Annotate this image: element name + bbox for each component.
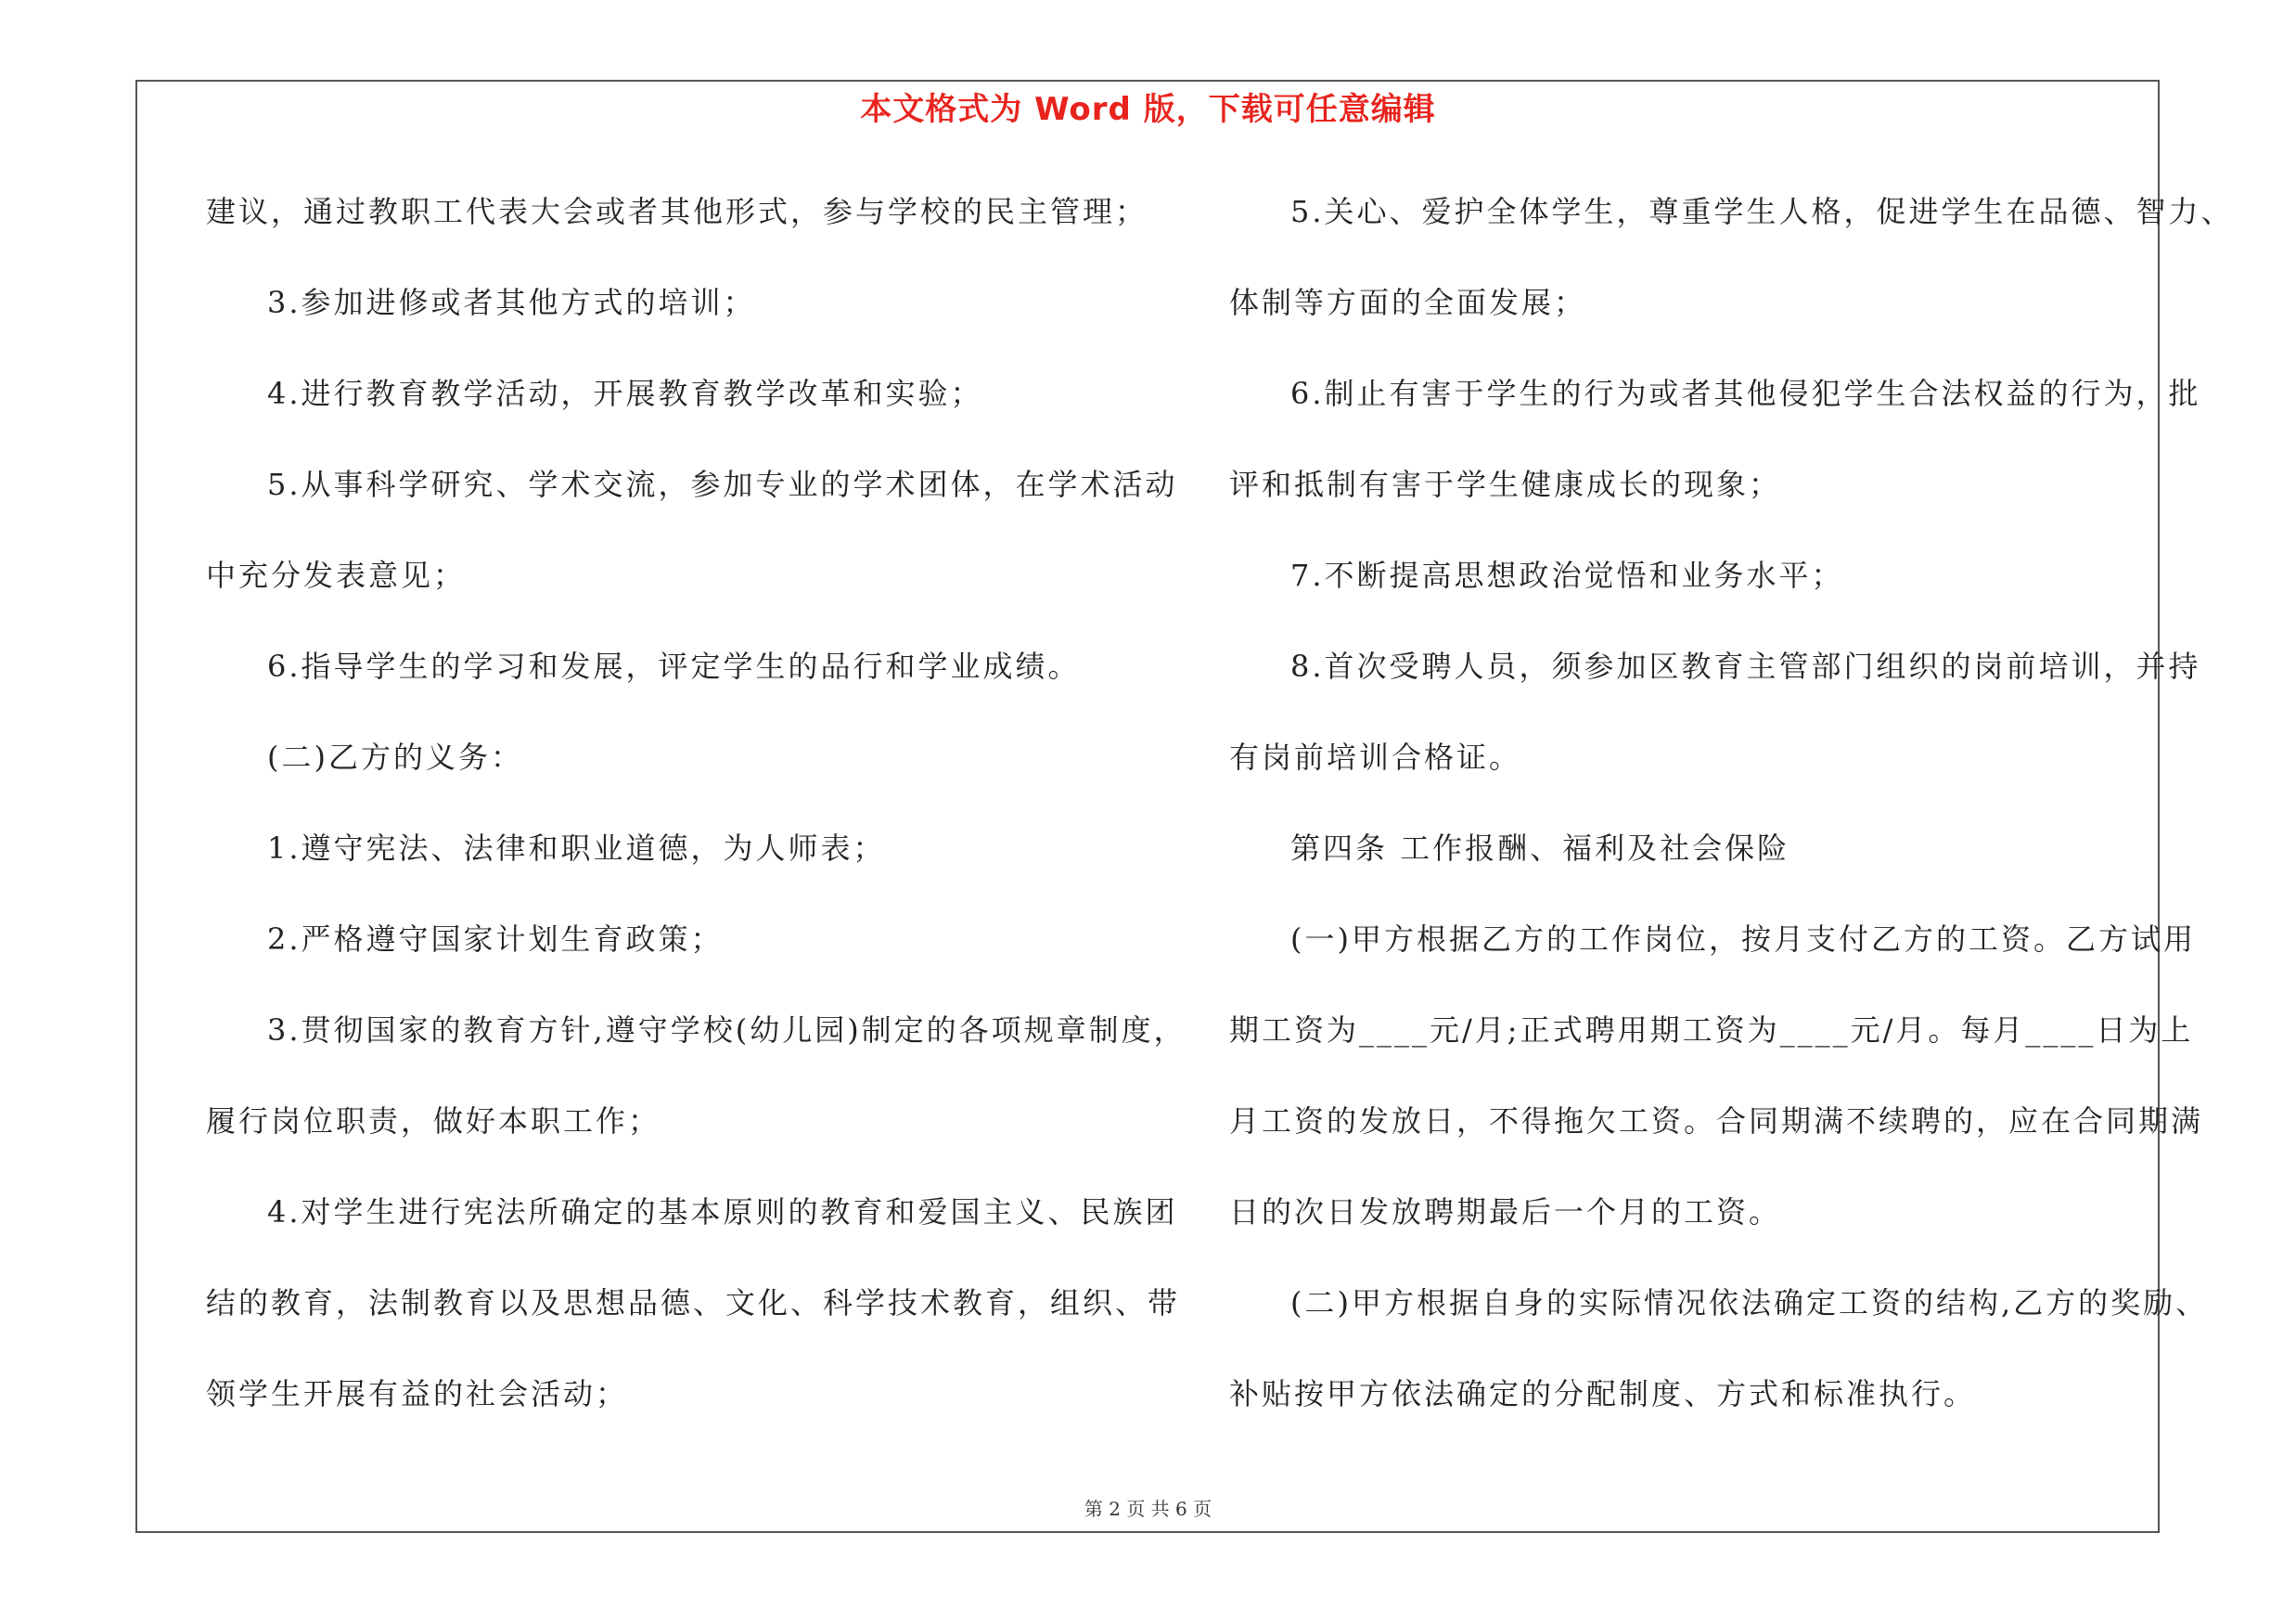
text-line: 领学生开展有益的社会活动； [206, 1376, 629, 1411]
text-line: 5.从事科学研究、学术交流，参加专业的学术团体，在学术活动 [267, 467, 1178, 502]
text-line: 评和抵制有害于学生健康成长的现象； [1229, 467, 1782, 502]
text-line: 3.参加进修或者其他方式的培训； [267, 285, 756, 320]
right-text-column [1229, 186, 2234, 1459]
text-line: 日的次日发放聘期最后一个月的工资。 [1229, 1194, 1782, 1230]
text-line: 有岗前培训合格证。 [1229, 740, 1522, 775]
text-line: 4.对学生进行宪法所确定的基本原则的教育和爱国主义、民族团 [267, 1194, 1178, 1230]
text-line: 4.进行教育教学活动，开展教育教学改革和实验； [267, 376, 983, 411]
text-line: 第四条 工作报酬、福利及社会保险 [1290, 831, 1790, 866]
text-line: 期工资为____元/月;正式聘用期工资为____元/月。每月____日为上 [1229, 1012, 2194, 1048]
text-line: 8.首次受聘人员，须参加区教育主管部门组织的岗前培训，并持 [1290, 649, 2201, 684]
text-line: 7.不断提高思想政治觉悟和业务水平； [1290, 558, 1844, 593]
text-line: 3.贯彻国家的教育方针,遵守学校(幼儿园)制定的各项规章制度， [267, 1012, 1186, 1048]
text-line: (二)甲方根据自身的实际情况依法确定工资的结构,乙方的奖励、 [1290, 1285, 2209, 1320]
text-line: 履行岗位职责，做好本职工作； [206, 1103, 661, 1139]
text-line: (二)乙方的义务： [267, 740, 523, 775]
text-line: 1.遵守宪法、法律和职业道德，为人师表； [267, 831, 886, 866]
text-line: 体制等方面的全面发展； [1229, 285, 1587, 320]
text-line: 5.关心、爱护全体学生，尊重学生人格，促进学生在品德、智力、 [1290, 194, 2234, 229]
text-line: 2.严格遵守国家计划生育政策； [267, 921, 724, 957]
page-number-footer: 第 2 页 共 6 页 [1084, 1498, 1212, 1520]
text-line: 月工资的发放日，不得拖欠工资。合同期满不续聘的，应在合同期满 [1229, 1103, 2204, 1139]
text-line: 结的教育，法制教育以及思想品德、文化、科学技术教育，组织、带 [206, 1285, 1181, 1320]
text-line: 补贴按甲方依法确定的分配制度、方式和标准执行。 [1229, 1376, 1977, 1411]
text-line: 建议，通过教职工代表大会或者其他形式，参与学校的民主管理； [206, 194, 1148, 229]
left-text-column [206, 186, 1186, 1459]
format-notice-banner: 本文格式为 Word 版，下载可任意编辑 [860, 91, 1436, 128]
text-line: 6.制止有害于学生的行为或者其他侵犯学生合法权益的行为，批 [1290, 376, 2201, 411]
text-line: 6.指导学生的学习和发展，评定学生的品行和学业成绩。 [267, 649, 1081, 684]
text-line: 中充分发表意见； [206, 558, 467, 593]
text-line: (一)甲方根据乙方的工作岗位，按月支付乙方的工资。乙方试用 [1290, 921, 2196, 957]
